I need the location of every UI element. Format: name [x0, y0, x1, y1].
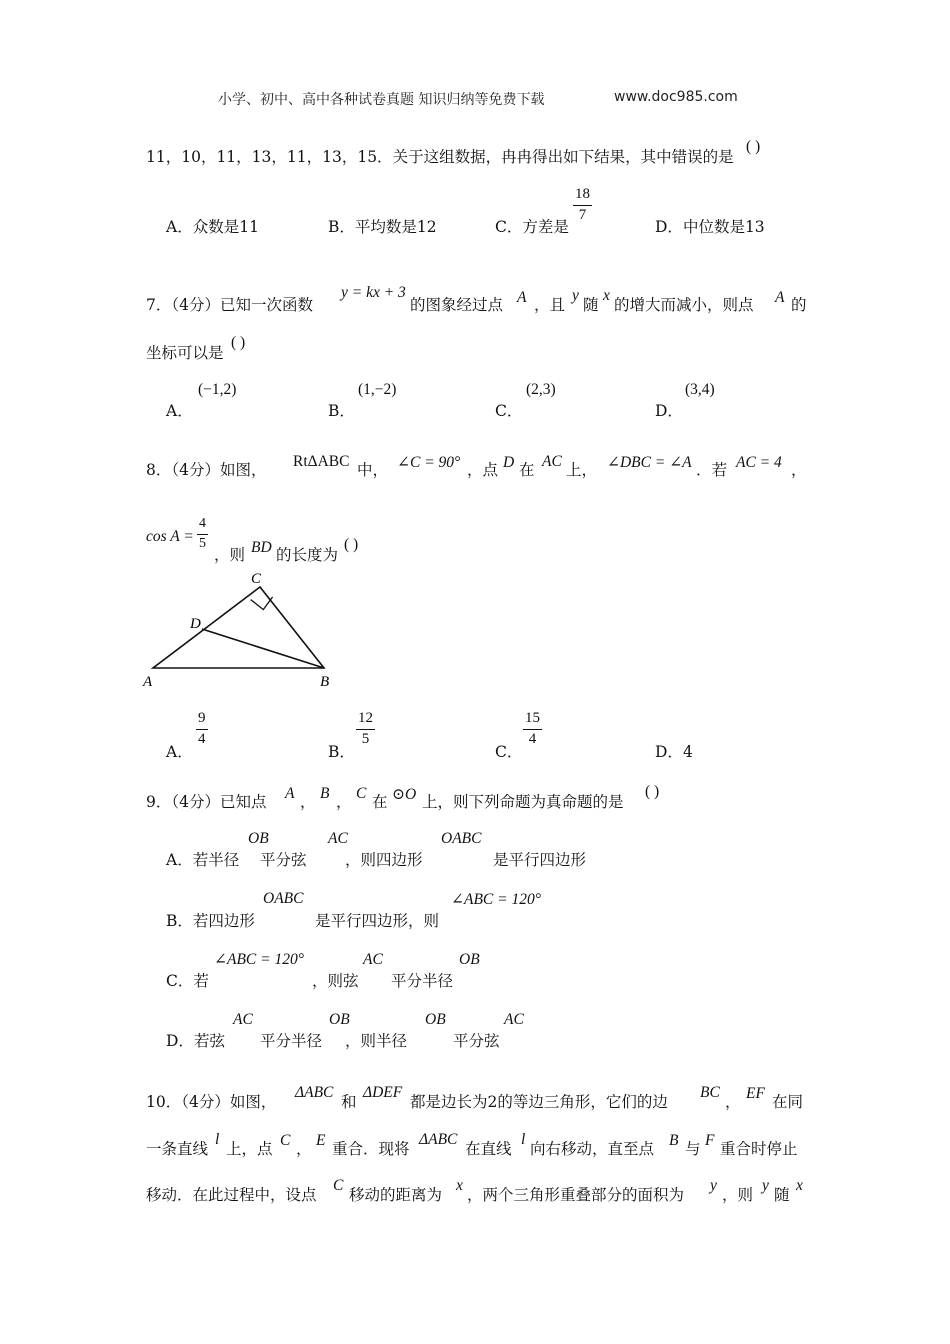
- q9-option-a-text3: ，则四边形: [345, 851, 423, 869]
- q10-l2-6: 向右移动，直至点: [530, 1140, 655, 1158]
- q9-option-a-text4: 是平行四边形: [493, 851, 587, 869]
- q10-l3-3: ，两个三角形重叠部分的面积为: [467, 1186, 685, 1204]
- q10-point-c-2: C: [333, 1177, 344, 1194]
- q9-option-d-ac2: AC: [504, 1011, 524, 1028]
- q7-seg4: 随: [583, 296, 599, 314]
- q8-var-ac: AC: [542, 453, 562, 470]
- figure-label-c: C: [251, 571, 262, 587]
- q6-option-b: B．平均数是12: [328, 218, 437, 236]
- q8-cos-fraction: $\frac{4}{5}$: [199, 516, 206, 551]
- q8-var-bd: BD: [251, 539, 272, 556]
- figure-label-b: B: [320, 674, 330, 690]
- q9-option-d-text2: 平分半径: [260, 1032, 323, 1050]
- q9-seg2: 在: [372, 793, 388, 811]
- q10-seg2: 和: [341, 1093, 357, 1111]
- q9-option-a-ob: OB: [248, 830, 269, 847]
- segment-bd: [202, 629, 324, 668]
- q7-var-a2: A: [775, 289, 785, 306]
- q9-point-b: B: [320, 785, 330, 802]
- q9-option-d-text3: ，则半径: [345, 1032, 408, 1050]
- q7-var-a: A: [517, 289, 527, 306]
- q7-bracket: ( ): [231, 334, 246, 351]
- q7-option-b-value: (1,−2): [358, 381, 397, 398]
- header-url: www.doc985.com: [614, 89, 738, 105]
- q9-option-d-text1: D．若弦: [166, 1032, 225, 1050]
- q10-line-l: l: [215, 1131, 220, 1148]
- q10-var-x-2: x: [796, 1177, 803, 1194]
- q8-seg5: 上，: [566, 461, 598, 479]
- q10-tri-abc-2: ΔABC: [419, 1131, 458, 1148]
- q9-option-b-oabc: OABC: [263, 890, 304, 907]
- q7-seg5: 的增大而减小，则点: [614, 296, 754, 314]
- q7-option-d-letter: D．: [655, 402, 683, 420]
- q10-line3-start: 移动．在此过程中，设点: [146, 1186, 317, 1204]
- q10-ef: EF: [746, 1085, 765, 1102]
- q10-line1-start: 10．（4分）如图，: [146, 1093, 277, 1111]
- q9-option-d-ob2: OB: [425, 1011, 446, 1028]
- q6-option-c-fraction: $\frac{18}{7}$: [575, 186, 590, 223]
- q8-option-b-letter: B．: [328, 743, 355, 761]
- q9-option-c-text2: ，则弦: [312, 972, 359, 990]
- q8-angle-eq: ∠DBC = ∠A: [607, 454, 692, 471]
- q10-l3-4: ，则: [722, 1186, 754, 1204]
- q10-l2-5: 在直线: [465, 1140, 512, 1158]
- q9-circle-o: ⊙O: [392, 786, 417, 803]
- q9-option-d-ac: AC: [233, 1011, 253, 1028]
- q9-option-c-text1: C．若: [166, 972, 209, 990]
- q10-seg4: ，: [725, 1093, 741, 1111]
- q8-triangle-figure: [140, 565, 345, 695]
- q9-option-b-text1: B．若四边形: [166, 912, 255, 930]
- q6-option-d: D．中位数是13: [655, 218, 765, 236]
- q10-l3-5: 随: [774, 1186, 790, 1204]
- q10-point-f: F: [705, 1132, 715, 1149]
- q8-option-a-fraction: $\frac{9}{4}$: [198, 710, 206, 747]
- q10-var-y: y: [710, 1177, 717, 1194]
- q8-seg6: ．若: [696, 461, 728, 479]
- q8-option-a-letter: A．: [166, 743, 193, 761]
- q9-option-c-ob: OB: [459, 951, 480, 968]
- q7-seg3: ，且: [534, 296, 566, 314]
- q7-line2: 坐标可以是: [146, 344, 224, 362]
- q6-option-a: A．众数是11: [166, 218, 259, 236]
- q10-line-l-2: l: [521, 1131, 526, 1148]
- q10-l2-3: ，: [296, 1140, 312, 1158]
- q9-option-a-ac: AC: [328, 830, 348, 847]
- q8-option-c-letter: C．: [495, 743, 523, 761]
- q8-bracket: ( ): [344, 536, 359, 553]
- q8-seg8: ，则: [214, 546, 246, 564]
- q7-seg6: 的: [791, 296, 807, 314]
- q10-point-e: E: [316, 1132, 326, 1149]
- figure-label-a: A: [143, 674, 153, 690]
- q9-option-c-text3: 平分半径: [391, 972, 454, 990]
- q6-bracket: ( ): [746, 138, 761, 155]
- q6-stem: 11，10，11，13，11，13，15．关于这组数据，冉冉得出如下结果，其中错误的是: [146, 148, 734, 166]
- q8-var-d: D: [503, 454, 515, 471]
- q6-option-c: C．方差是: [495, 218, 569, 236]
- q8-seg9: 的长度为: [276, 546, 339, 564]
- q9-option-d-text4: 平分弦: [453, 1032, 500, 1050]
- figure-label-d: D: [190, 616, 201, 632]
- q9-option-d-ob: OB: [329, 1011, 350, 1028]
- q10-line2-start: 一条直线: [146, 1140, 209, 1158]
- q8-option-b-fraction: $\frac{12}{5}$: [358, 710, 373, 747]
- q9-point-c: C: [356, 785, 367, 802]
- q9-comma1: ，: [300, 793, 316, 811]
- q9-option-a-text2: 平分弦: [260, 851, 307, 869]
- q10-var-x: x: [456, 1177, 463, 1194]
- q9-line1-start: 9．（4分）已知点: [146, 793, 267, 811]
- q8-angle-c: ∠C = 90°: [397, 454, 461, 471]
- q10-point-c: C: [280, 1132, 291, 1149]
- q10-tri-abc: ΔABC: [295, 1084, 334, 1101]
- q9-bracket: ( ): [645, 783, 660, 800]
- q7-option-a-value: (−1,2): [198, 381, 237, 398]
- q7-seg2: 的图象经过点: [410, 296, 504, 314]
- q8-line1-start: 8．（4分）如图，: [146, 461, 267, 479]
- q10-l2-8: 重合时停止: [720, 1140, 798, 1158]
- q9-point-a: A: [285, 785, 295, 802]
- q8-ac-eq: AC = 4: [736, 454, 782, 471]
- triangle-abc: [153, 587, 324, 668]
- q10-seg5: 在同: [772, 1093, 804, 1111]
- q8-option-c-fraction: $\frac{15}{4}$: [525, 710, 540, 747]
- q7-option-c-letter: C．: [495, 402, 523, 420]
- q9-option-b-text2: 是平行四边形，则: [315, 912, 440, 930]
- q7-var-x: x: [603, 287, 610, 304]
- q8-seg2: 中，: [357, 461, 389, 479]
- q7-var-y: y: [572, 287, 579, 304]
- q9-seg3: 上，则下列命题为真命题的是: [422, 793, 624, 811]
- q9-option-a-oabc: OABC: [441, 830, 482, 847]
- q7-option-d-value: (3,4): [685, 381, 715, 398]
- q7-option-b-letter: B．: [328, 402, 355, 420]
- q8-option-d: D．4: [655, 743, 693, 761]
- q9-option-c-ac: AC: [363, 951, 383, 968]
- header-text: 小学、初中、高中各种试卷真题 知识归纳等免费下载: [218, 92, 545, 108]
- q10-tri-def: ΔDEF: [363, 1084, 403, 1101]
- q9-option-b-angle: ∠ABC = 120°: [451, 891, 541, 908]
- q7-option-a-letter: A．: [166, 402, 193, 420]
- q8-cos-label: cos A =: [146, 528, 194, 545]
- q7-function: y = kx + 3: [341, 284, 406, 301]
- q10-seg3: 都是边长为2的等边三角形，它们的边: [410, 1093, 668, 1111]
- q10-bc: BC: [700, 1084, 720, 1101]
- q10-l3-2: 移动的距离为: [349, 1186, 443, 1204]
- q9-option-a-text1: A．若半径: [166, 851, 240, 869]
- q10-l2-2: 上，点: [226, 1140, 273, 1158]
- q8-rt-triangle: RtΔABC: [293, 453, 350, 470]
- q8-seg4: 在: [519, 461, 535, 479]
- q10-var-y-2: y: [762, 1177, 769, 1194]
- q9-option-c-angle: ∠ABC = 120°: [214, 951, 304, 968]
- q9-comma2: ，: [336, 793, 352, 811]
- q10-l2-4: 重合．现将: [332, 1140, 410, 1158]
- q8-seg7: ，: [791, 461, 807, 479]
- q10-point-b: B: [669, 1132, 679, 1149]
- q7-option-c-value: (2,3): [526, 381, 556, 398]
- q7-line1: 7．（4分）已知一次函数: [146, 296, 314, 314]
- q10-l2-7: 与: [685, 1140, 701, 1158]
- q8-seg3: ，点: [467, 461, 499, 479]
